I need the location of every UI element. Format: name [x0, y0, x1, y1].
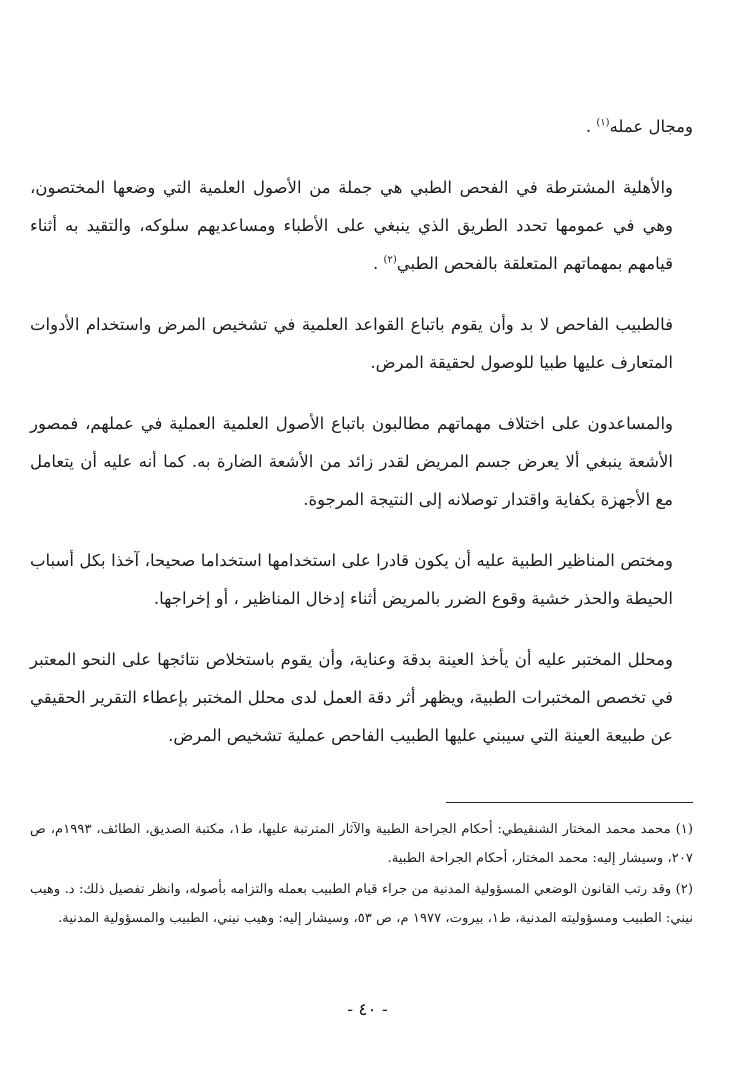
page-number: - ٤٠ -: [347, 1000, 388, 1020]
paragraph-5: [30, 542, 693, 618]
paragraph-2: [30, 169, 693, 283]
paragraph-1: [30, 108, 693, 146]
footnote-divider: [446, 802, 693, 803]
paragraph-6: [30, 641, 693, 755]
paragraph-1-text: ومجال عمله: [609, 117, 693, 136]
footnote-ref-2: (٢): [383, 254, 397, 266]
paragraph-1-tail: .: [585, 117, 597, 136]
paragraph-2-text: والأهلية المشترطة في الفحص الطبي هي جملة من الأصول العلمية التي وضعها المختصون، وهي في عمومها تحدد الطريق الذي ينبغي على الأطباء ومساعديهم سلوكه، والتقيد به أثناء قيامهم بمهماتهم المتعلقة بالفحص الطبي: [30, 178, 673, 273]
footnotes: [30, 815, 693, 935]
paragraph-3: [30, 306, 693, 382]
footnote-1: (١) محمد محمد المختار الشنقيطي: أحكام الجراحة الطبية والآثار المترتبة عليها، ط١، مكتبة الصديق، الطائف، ١٩٩٣م، ص ٢٠٧، وسيشار إليه: محمد المختار، أحكام الجراحة الطبية.: [30, 822, 693, 866]
footnote-ref-1: (١): [596, 117, 610, 129]
paragraph-3-text: فالطبيب الفاحص لا بد وأن يقوم باتباع القواعد العلمية في تشخيص المرض واستخدام الأدوات المتعارف عليها طبيا للوصول لحقيقة المرض.: [30, 315, 673, 372]
footnote-2: (٢) وقد رتب القانون الوضعي المسؤولية المدنية من جراء قيام الطبيب بعمله والتزامه بأصوله، وانظر تفصيل ذلك: د. وهيب نيني: الطبيب ومسؤوليته المدنية، ط١، بيروت، ١٩٧٧ م، ص ٥٣، وسيشار إليه: وهيب نيني، الطبيب والمسؤولية المدنية.: [30, 882, 693, 926]
paragraph-4: [30, 405, 693, 519]
paragraph-2-tail: .: [373, 254, 384, 273]
paragraph-5-text: ومختص المناظير الطبية عليه أن يكون قادرا على استخدامها استخداما صحيحا، آخذا بكل أسباب الحيطة والحذر خشية وقوع الضرر بالمريض أثناء إدخال المناظير ، أو إخراجها.: [30, 551, 673, 608]
paragraph-4-text: والمساعدون على اختلاف مهماتهم مطالبون باتباع الأصول العلمية العملية في عملهم، فمصور الأشعة ينبغي ألا يعرض جسم المريض لقدر زائد من الأشعة الضارة به. كما أنه عليه أن يتعامل مع الأجهزة بكفاية واقتدار توصلانه إلى النتيجة المرجوة.: [30, 414, 673, 509]
paragraph-6-text: ومحلل المختبر عليه أن يأخذ العينة بدقة وعناية، وأن يقوم باستخلاص نتائجها على النحو المعتبر في تخصص المختبرات الطبية، ويظهر أثر دقة العمل لدى محلل المختبر بإعطاء التقرير الحقيقي عن طبيعة العينة التي سيبني عليها الطبيب الفاحص عملية تشخيص المرض.: [30, 650, 673, 745]
